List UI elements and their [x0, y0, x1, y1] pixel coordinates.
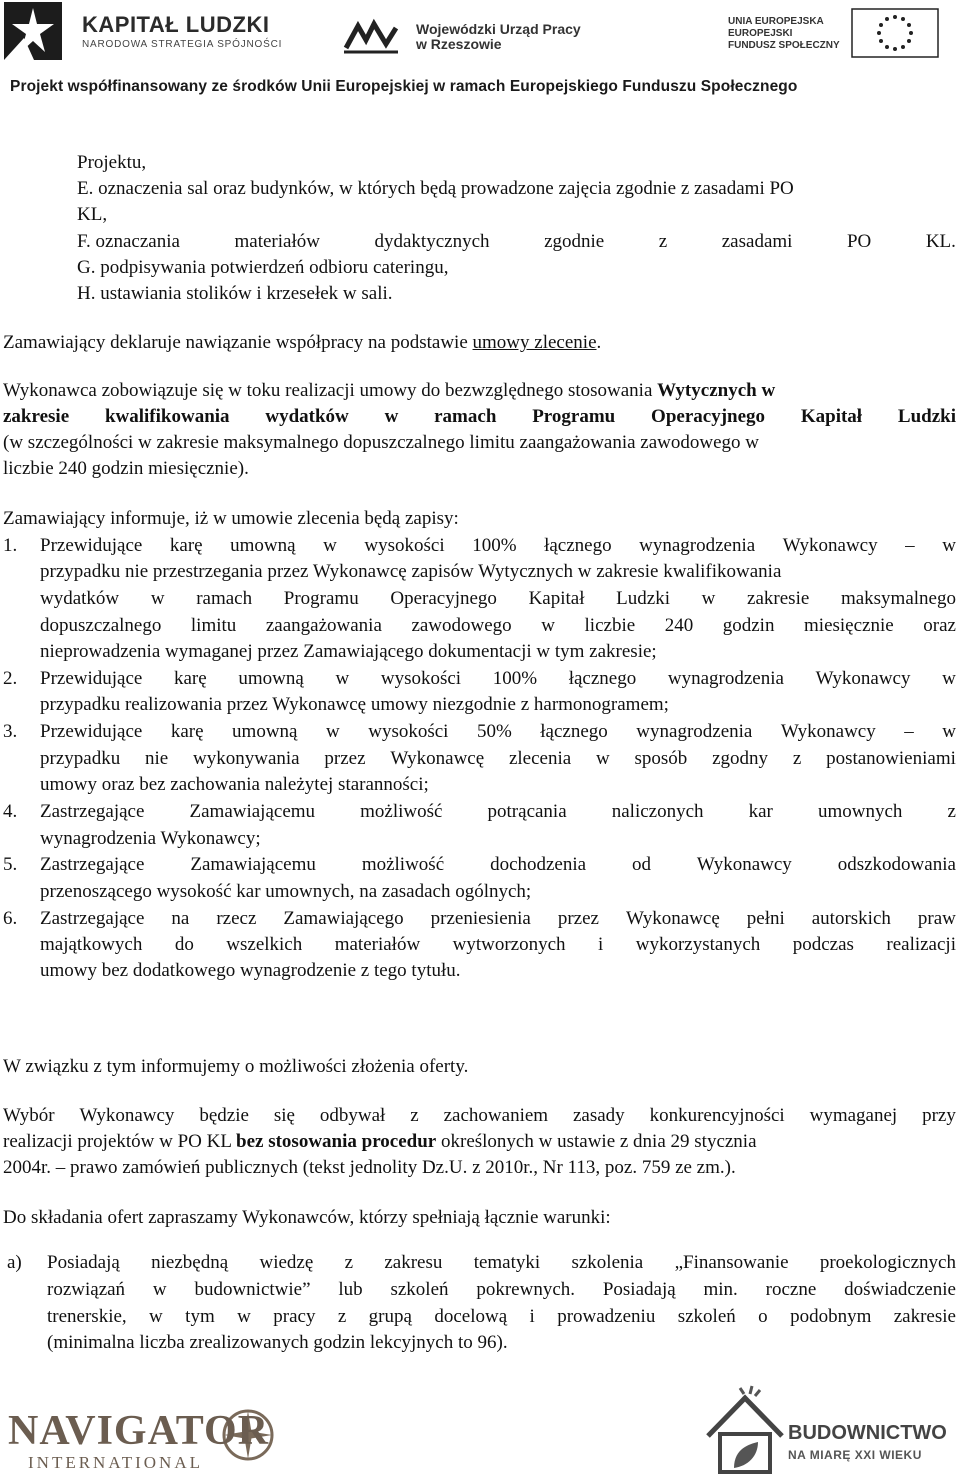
justified-line [40, 852, 956, 878]
cofinancing-tagline: Projekt współfinansowany ze środków Unii Europejskiej w ramach Europejskiego Funduszu Społecznego [10, 78, 798, 95]
word: w [942, 535, 956, 556]
word: – [904, 721, 914, 742]
justified-line [47, 1250, 956, 1276]
word: proekologicznych [819, 1252, 956, 1273]
justified-line [40, 799, 956, 825]
word: Wykonawcę [390, 748, 485, 769]
word: Wykonawcy [79, 1105, 175, 1126]
word: 100% [472, 535, 517, 556]
word: Programu [283, 588, 359, 609]
word: odszkodowania [837, 854, 956, 875]
word: z [792, 748, 802, 769]
word: min. [703, 1279, 738, 1300]
word: „Finansowanie [674, 1252, 789, 1273]
word: przypadku [40, 748, 121, 769]
justified-line [40, 613, 956, 639]
word: w [384, 406, 399, 427]
word: podobnym [790, 1306, 872, 1327]
word: materiałów [334, 934, 421, 955]
word: Zamawiającemu [189, 801, 316, 822]
word: wynagrodzenia [667, 668, 784, 689]
text-line: przypadku realizowania przez Wykonawcę umowy niezgodnie z harmonogramem; [40, 694, 669, 715]
word: zakresie [893, 1306, 956, 1327]
word: w [335, 668, 350, 689]
word: docelową [434, 1306, 508, 1327]
word: w [152, 1279, 167, 1300]
text-line: Projektu, [77, 152, 147, 173]
word: umownych [817, 801, 903, 822]
kapital-ludzki-wordmark: KAPITAŁ LUDZKI NARODOWA STRATEGIA SPÓJNOŚCI [82, 12, 283, 50]
word: szkoleń [677, 1306, 736, 1327]
word: kwalifikowania [104, 406, 230, 427]
word: Wybór [3, 1105, 55, 1126]
word: niezbędną [151, 1252, 229, 1273]
word: w [595, 748, 610, 769]
word: w [701, 588, 716, 609]
justified-line [40, 533, 956, 559]
text-line: nieprowadzenia wymaganej przez Zamawiającego dokumentacji w tym zakresie; [40, 641, 657, 662]
word: dopuszczalnego [40, 615, 162, 636]
budownictwo-tagline: NA MIARĘ XXI WIEKU [788, 1448, 922, 1462]
word: Operacyjnego [651, 406, 766, 427]
word: Przewidujące [40, 668, 143, 689]
list-letter: a) [7, 1252, 22, 1273]
word: zaangażowania [265, 615, 382, 636]
budownictwo-wordmark: BUDOWNICTWO [788, 1422, 947, 1444]
word: konkurencyjności [649, 1105, 785, 1126]
word: w [942, 668, 956, 689]
word: 100% [492, 668, 538, 689]
word: łącznego [540, 721, 608, 742]
justified-line [47, 1304, 956, 1330]
word: liczbie [584, 615, 636, 636]
word: prowadzeniu [557, 1306, 656, 1327]
word: ramach [196, 588, 253, 609]
word: o [758, 1306, 768, 1327]
word: Posiadają [602, 1279, 676, 1300]
paragraph-competitiveness: realizacji projektów w PO KL bez stosowania procedur określonych w ustawie z dnia 29 stycznia [3, 1131, 757, 1152]
list-number: 4. [3, 801, 18, 822]
word: się [273, 1105, 295, 1126]
text-line: wynagrodzenia Wykonawcy; [40, 828, 261, 849]
word: ramach [434, 406, 497, 427]
word: umowną [238, 668, 304, 689]
word: w [237, 1306, 251, 1327]
word: karę [169, 535, 203, 556]
word: Posiadają [47, 1252, 120, 1273]
wup-wordmark: Wojewódzki Urząd Pracy w Rzeszowie [416, 21, 581, 52]
word: praw [917, 908, 956, 929]
text-line: E. oznaczenia sal oraz budynków, w których będą prowadzone zajęcia zgodnie z zasadami PO [77, 178, 794, 199]
word: wysokości [380, 668, 462, 689]
word: realizacji [886, 934, 956, 955]
word: z [947, 801, 956, 822]
word: Zastrzegające [40, 908, 145, 929]
word: trenerskie, [47, 1306, 127, 1327]
word: w [541, 615, 555, 636]
word: lub [338, 1279, 363, 1300]
international-wordmark: INTERNATIONAL [28, 1453, 203, 1472]
word: naliczonych [611, 801, 704, 822]
word: dydaktycznych [374, 231, 490, 252]
word: zawodowego [411, 615, 512, 636]
word: grupą [368, 1306, 412, 1327]
text-line: H. ustawiania stolików i krzesełek w sali. [77, 283, 393, 304]
word: dochodzenia [490, 854, 587, 875]
justified-line [40, 746, 956, 772]
justified-line [40, 906, 956, 932]
word: łącznego [544, 535, 612, 556]
contract-type-underlined: umowy zlecenie [472, 332, 597, 353]
justified-line [77, 229, 956, 255]
word: szkolenia [571, 1252, 644, 1273]
word: w [149, 1306, 163, 1327]
word: roczne [765, 1279, 817, 1300]
word: umowną [230, 535, 296, 556]
word: podczas [792, 934, 854, 955]
word: z [337, 1306, 347, 1327]
word: miesięcznie [804, 615, 894, 636]
word: wysokości [368, 721, 449, 742]
word: umowną [232, 721, 298, 742]
word: KL. [925, 231, 956, 252]
word: zgodnie [544, 231, 605, 252]
word: zakresu [384, 1252, 443, 1273]
text-line: przenoszącego wysokość kar umownych, na zasadach ogólnych; [40, 881, 532, 902]
word: wszelkich [226, 934, 303, 955]
word: Zamawiającemu [190, 854, 316, 875]
word: autorskich [811, 908, 891, 929]
list-number: 5. [3, 854, 18, 875]
word: tematyki [473, 1252, 541, 1273]
page-header [0, 0, 960, 102]
text-line: umowy oraz bez zachowania należytej staranności; [40, 774, 429, 795]
list-number: 1. [3, 535, 18, 556]
word: wykorzystanych [635, 934, 761, 955]
word: będzie [199, 1105, 249, 1126]
word: godzin [722, 615, 775, 636]
text-line: przypadku nie przestrzegania przez Wykonawcę zapisów Wytycznych w zakresie kwalifikowania [40, 561, 782, 582]
word: zasadami [721, 231, 793, 252]
word: wykonywania [193, 748, 300, 769]
word: w [150, 588, 165, 609]
budownictwo-logo [700, 1384, 950, 1476]
word: w [325, 721, 340, 742]
word: Kapitał [528, 588, 585, 609]
word: w [942, 721, 956, 742]
word: i [598, 934, 604, 955]
word: maksymalnego [840, 588, 956, 609]
text-line: (w szczególności w zakresie maksymalnego dopuszczalnego limitu zaangażowania zawodowego w [3, 432, 760, 453]
word: rozwiązań [47, 1279, 126, 1300]
word: Ludzki [897, 406, 956, 427]
word: wytworzonych [452, 934, 566, 955]
word: 50% [476, 721, 512, 742]
word: wydatków [265, 406, 349, 427]
paragraph-guidelines: Wykonawca zobowiązuje się w toku realizacji umowy do bezwzględnego stosowania Wytycznych w [3, 380, 776, 401]
justified-line [47, 1277, 956, 1303]
justified-line [40, 719, 956, 745]
word: Ludzki [616, 588, 670, 609]
navigator-international-logo [0, 1395, 280, 1479]
word: – [905, 535, 915, 556]
paragraph-contract-type: Zamawiający deklaruje nawiązanie współpracy na podstawie umowy zlecenie. [3, 332, 602, 353]
word: możliwość [361, 854, 445, 875]
word: zasady [572, 1105, 625, 1126]
word: materiałów [234, 231, 320, 252]
word: kar [748, 801, 773, 822]
justified-line [40, 666, 956, 692]
word: Przewidujące [40, 535, 143, 556]
justified-line [40, 586, 956, 612]
word: wynagrodzenia [636, 721, 753, 742]
word: odbywał [319, 1105, 386, 1126]
word: i [529, 1306, 535, 1327]
word: pełni [746, 908, 785, 929]
word: tym [185, 1306, 215, 1327]
word: PO [846, 231, 872, 252]
ue-efs-wordmark: UNIA EUROPEJSKA EUROPEJSKI FUNDUSZ SPOŁECZNY [728, 16, 840, 51]
word: zakresie [3, 406, 70, 427]
justified-line [3, 404, 956, 430]
text-line: umowy bez dodatkowego wynagrodzenie z tego tytułu. [40, 960, 461, 981]
navigator-wordmark: NAVIGATOR [8, 1408, 270, 1454]
word: wydatków [40, 588, 120, 609]
text-line: (minimalna liczba zrealizowanych godzin lekcyjnych to 96). [47, 1332, 508, 1353]
word: Kapitał [800, 406, 863, 427]
word: Operacyjnego [390, 588, 497, 609]
word: zachowaniem [443, 1105, 549, 1126]
word: Wykonawcy [815, 668, 911, 689]
word: zlecenia [508, 748, 572, 769]
word: karę [174, 668, 207, 689]
word: budownictwie” [194, 1279, 311, 1300]
word: nie [145, 748, 169, 769]
paragraph-offer-info: W związku z tym informujemy o możliwości złożenia oferty. [3, 1056, 469, 1077]
word: łącznego [568, 668, 637, 689]
word: Zastrzegające [40, 801, 145, 822]
word: wysokości [364, 535, 445, 556]
word: doświadczenie [844, 1279, 956, 1300]
word: sposób [634, 748, 688, 769]
word: Programu [532, 406, 616, 427]
word: majątkowych [40, 934, 143, 955]
word: Wykonawcy [696, 854, 792, 875]
word: na [171, 908, 190, 929]
word: wymaganej [809, 1105, 898, 1126]
list-number: 2. [3, 668, 18, 689]
word: F. oznaczania [77, 231, 180, 252]
word: pracy [273, 1306, 316, 1327]
text-line: KL, [77, 204, 108, 225]
word: z [410, 1105, 419, 1126]
word: z [344, 1252, 354, 1273]
word: możliwość [360, 801, 443, 822]
word: Przewidujące [40, 721, 143, 742]
justified-line [40, 932, 956, 958]
word: w [323, 535, 337, 556]
word: z [658, 231, 668, 252]
word: Zamawiającego [283, 908, 404, 929]
word: Wykonawcy [782, 535, 878, 556]
word: oraz [923, 615, 956, 636]
word: postanowieniami [826, 748, 956, 769]
word: pokrewnych. [476, 1279, 576, 1300]
eu-flag-icon [851, 8, 939, 58]
paragraph-clauses-intro: Zamawiający informuje, iż w umowie zlecenia będą zapisy: [3, 508, 459, 529]
wup-logo-icon [342, 18, 400, 54]
word: przez [324, 748, 366, 769]
word: Wykonawcę [625, 908, 720, 929]
word: zgodny [712, 748, 769, 769]
word: zakresie [747, 588, 810, 609]
word: Wykonawcy [780, 721, 876, 742]
justified-line [3, 1103, 956, 1129]
text-line: 2004r. – prawo zamówień publicznych (tekst jednolity Dz.U. z 2010r., Nr 113, poz. 759 ze zm.). [3, 1157, 736, 1178]
word: przez [557, 908, 599, 929]
paragraph-conditions-intro: Do składania ofert zapraszamy Wykonawców, którzy spełniają łącznie warunki: [3, 1207, 611, 1228]
word: od [632, 854, 651, 875]
list-number: 3. [3, 721, 18, 742]
word: rzecz [216, 908, 257, 929]
word: szkoleń [390, 1279, 449, 1300]
word: wiedzę [259, 1252, 314, 1273]
word: potrącania [487, 801, 567, 822]
word: przy [922, 1105, 956, 1126]
word: 240 [664, 615, 694, 636]
word: do [174, 934, 194, 955]
word: karę [170, 721, 204, 742]
house-leaf-icon [700, 1384, 790, 1476]
text-line: G. podpisywania potwierdzeń odbioru cateringu, [77, 257, 449, 278]
word: przeniesienia [430, 908, 531, 929]
text-line: liczbie 240 godzin miesięcznie). [3, 458, 249, 479]
list-number: 6. [3, 908, 18, 929]
word: limitu [190, 615, 237, 636]
word: wynagrodzenia [639, 535, 756, 556]
word: Zastrzegające [40, 854, 145, 875]
kapital-ludzki-logo [4, 2, 62, 60]
